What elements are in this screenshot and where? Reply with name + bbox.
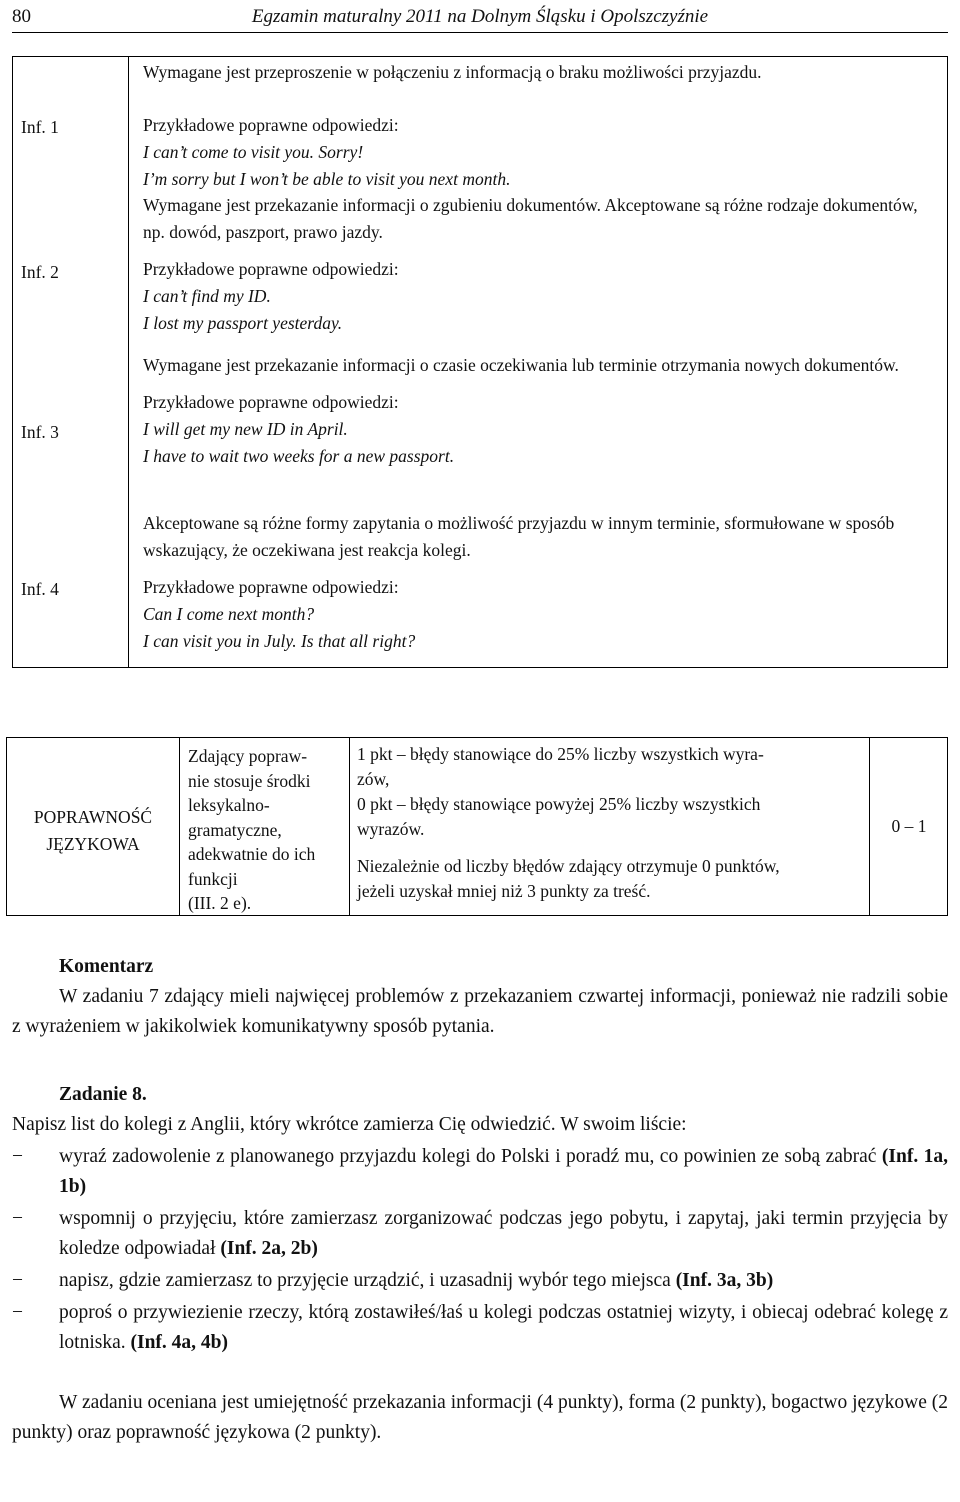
list-item-text: napisz, gdzie zamierzasz to przyjęcie urządzić, i uzasadnij wybór tego miejsca [59,1270,671,1291]
description-line: leksykalno- [188,795,270,815]
task-8-section [12,1080,948,1448]
task-8-heading: Zadanie 8. [59,1084,147,1105]
rule-line: wyrazów. [357,819,425,839]
rule-line: zów, [357,769,390,789]
inf-4-examples-heading: Przykładowe poprawne odpowiedzi: [143,577,399,597]
inf-1-example: I can’t come to visit you. Sorry! [143,142,364,162]
criterion-description [188,744,348,916]
list-item [12,1298,948,1358]
inf-4-cell [143,510,937,655]
task-8-intro: Napisz list do kolegi z Anglii, który wkrótce zamierza Cię odwiedzić. W swoim liście: [12,1114,687,1135]
description-line: gramatyczne, [188,819,282,840]
dash-bullet: − [12,1146,23,1167]
criterion-name-line: POPRAWNOŚĆ [33,807,153,827]
list-item-text: wyraź zadowolenie z planowanego przyjazdu kolegi do Polski i poradź mu, co powinien ze sobą zabrać [59,1146,877,1167]
inf-3-example: I have to wait two weeks for a new passport. [143,446,455,466]
inf-1-label: Inf. 1 [21,117,59,137]
inf-3-examples-heading: Przykładowe poprawne odpowiedzi: [143,392,399,412]
column-divider [128,57,129,667]
description-line: (III. 2 e). [188,893,252,913]
inf-3-requirement: Wymagane jest przekazanie informacji o czasie oczekiwania lub terminie otrzymania nowych dokumentów. [143,355,899,375]
inf-2-example: I can’t find my ID. [143,286,271,306]
inf-2-label: Inf. 2 [21,262,59,282]
task-8-list [12,1142,948,1358]
rule-line: 0 pkt – błędy stanowiące powyżej 25% liczby wszystkich [357,794,761,814]
rule-line: 1 pkt – błędy stanowiące do 25% liczby wszystkich wyra- [357,744,764,764]
column-divider [179,738,180,915]
list-item [12,1142,948,1202]
inf-3-label: Inf. 3 [21,422,59,442]
inf-4-example: Can I come next month? [143,604,315,624]
inf-1-examples-heading: Przykładowe poprawne odpowiedzi: [143,115,399,135]
inf-3-example: I will get my new ID in April. [143,419,348,439]
description-line: Zdający popraw- [188,746,308,766]
dash-bullet: − [12,1302,23,1323]
criterion-name-line: JĘZYKOWA [46,834,140,854]
list-item-reference: (Inf. 2a, 2b) [220,1238,318,1259]
rule-line: Niezależnie od liczby błędów zdający otrzymuje 0 punktów, [357,856,780,876]
inf-4-requirement: Akceptowane są różne formy zapytania o możliwość przyjazdu w innym terminie, sformułowane w sposób wskazujący, że oczekiwana jest reakcja kolegi. [143,513,895,560]
inf-1-example: I’m sorry but I won’t be able to visit you next month. [143,169,511,189]
inf-2-examples-heading: Przykładowe poprawne odpowiedzi: [143,259,399,279]
list-item-reference: (Inf. 4a, 4b) [130,1332,229,1353]
inf-4-example: I can visit you in July. Is that all right? [143,631,416,651]
criterion-name [7,804,179,858]
language-correctness-table [6,737,948,916]
page-header [12,2,948,33]
rule-line: jeżeli uzyskał mniej niż 3 punkty za treść. [357,881,651,901]
dash-bullet: − [12,1270,23,1291]
commentary-section [12,952,948,1042]
inf-2-example: I lost my passport yesterday. [143,313,343,333]
page-number: 80 [12,6,31,27]
inf-3-cell [143,352,937,470]
commentary-heading: Komentarz [59,956,154,977]
list-item-text: wspomnij o przyjęciu, które zamierzasz zorganizować podczas jego pobytu, i zapytaj, jaki termin przyjęcia by koledze odpowiadał [59,1208,948,1259]
list-item [12,1204,948,1264]
task-8-closing: W zadaniu oceniana jest umiejętność przekazania informacji (4 punkty), forma (2 punkty), bogactwo językowe (2 punkty) oraz poprawność językowa (2 punkty). [12,1392,948,1443]
inf-2-cell [143,192,937,337]
inf-2-requirement: Wymagane jest przekazanie informacji o zgubieniu dokumentów. Akceptowane są różne rodzaje dokumentów, np. dowód, paszport, prawo jazdy. [143,195,918,242]
list-item-reference: (Inf. 1a, 1b) [59,1146,949,1197]
commentary-text: W zadaniu 7 zdający mieli najwięcej problemów z przekazaniem czwartej informacji, ponieważ nie radzili sobie z wyrażeniem w jakikolwiek komunikatywny sposób pytania. [12,986,948,1037]
description-line: nie stosuje środki [188,770,311,791]
list-item-text: poproś o przywiezienie rzeczy, którą zostawiłeś/łaś u kolegi podczas ostatniej wizyty, i obiecaj odebrać kolegę z lotniska. [59,1302,948,1353]
column-divider [349,738,350,915]
dash-bullet: − [12,1208,23,1229]
running-title: Egzamin maturalny 2011 na Dolnym Śląsku i Opolszczyźnie [251,6,709,27]
inf-4-label: Inf. 4 [21,579,59,599]
list-item-reference: (Inf. 3a, 3b) [675,1270,774,1291]
information-criteria-table [12,56,948,668]
list-item [12,1266,948,1296]
description-line: adekwatnie do ich [188,844,316,864]
description-line: funkcji [188,868,238,889]
inf-1-requirement: Wymagane jest przeproszenie w połączeniu z informacją o braku możliwości przyjazdu. [143,62,762,82]
inf-1-cell [143,59,937,193]
scoring-rules [357,742,867,904]
points-range: 0 – 1 [891,816,927,836]
